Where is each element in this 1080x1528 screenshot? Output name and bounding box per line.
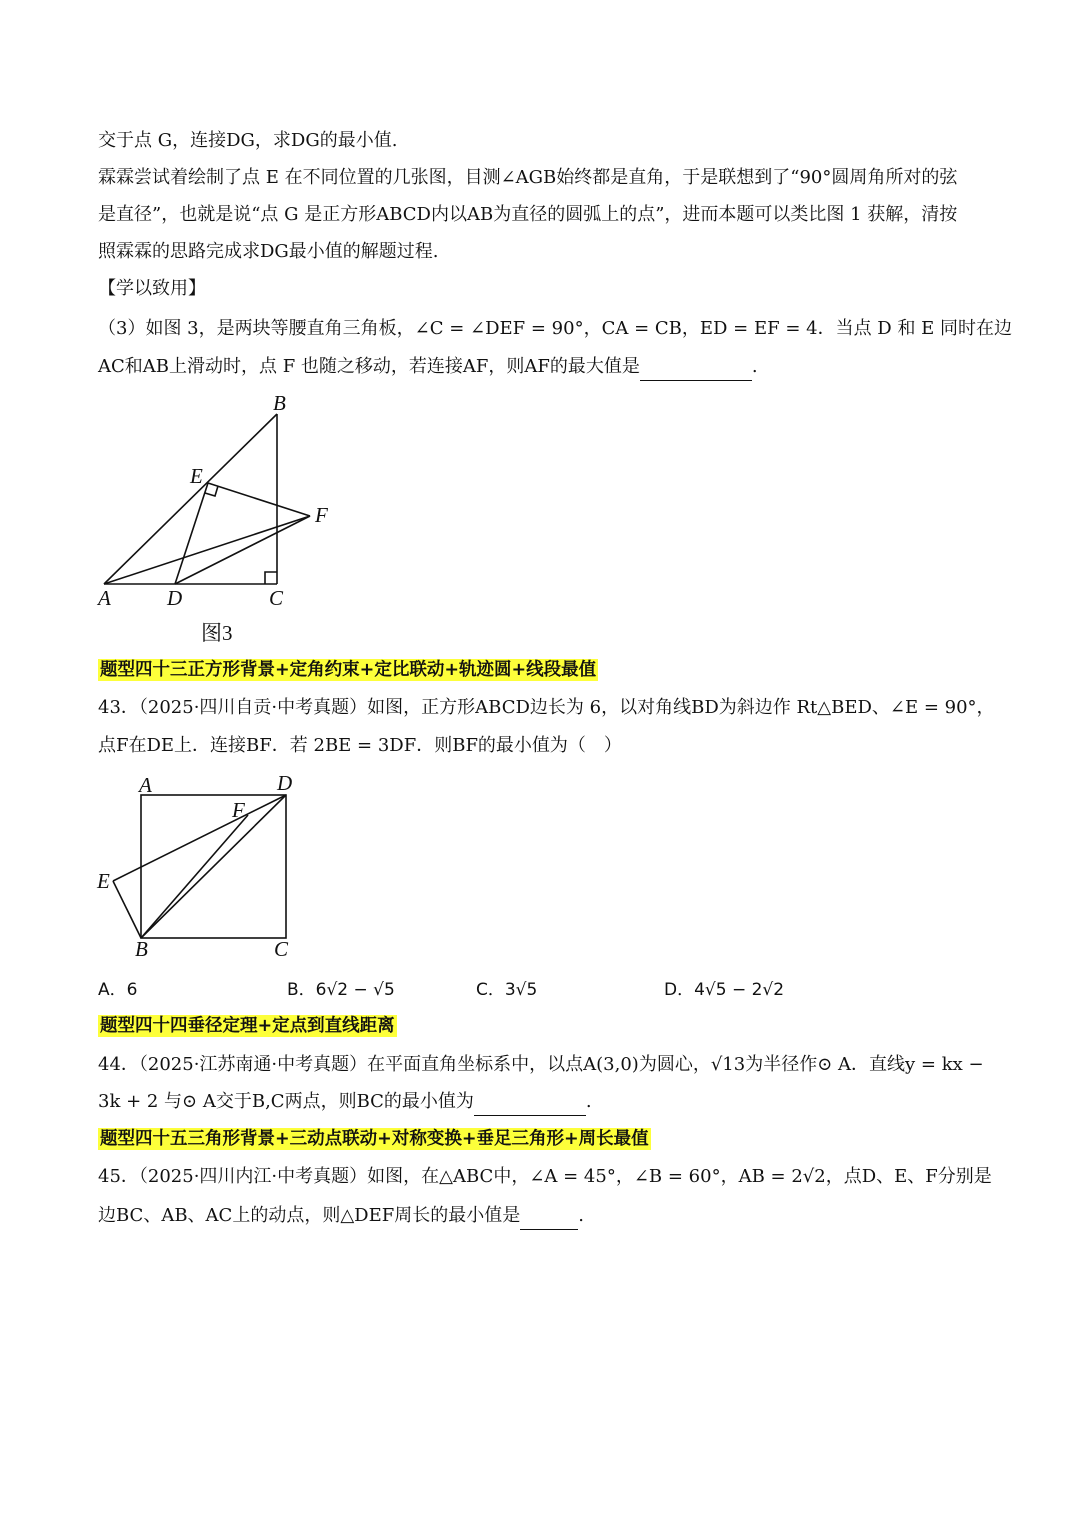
period: . — [578, 1205, 584, 1226]
topic-heading-43 — [98, 657, 598, 683]
text-line: 是直径”，也就是说“点 G 是正方形ABCD内以AB为直径的圆弧上的点”，进而本题可以类比图 1 获解，清按 — [98, 204, 958, 225]
choice-b[interactable]: B．6√2 − √5 — [287, 980, 395, 1000]
section-heading: 【学以致用】 — [98, 278, 206, 299]
figure-43-diagram — [93, 770, 313, 965]
period: . — [585, 1091, 592, 1112]
highlighted-heading: 题型四十五三角形背景+三动点联动+对称变换+垂足三角形+周长最值 — [100, 1129, 649, 1149]
highlighted-heading: 题型四十四垂径定理+定点到直线距离 — [100, 1016, 395, 1036]
figure-3-caption: 图3 — [201, 621, 233, 645]
highlighted-heading: 题型四十三正方形背景+定角约束+定比联动+轨迹圆+线段最值 — [100, 660, 597, 680]
question-44-line-1: 44．（2025·江苏南通·中考真题）在平面直角坐标系中，以点A(3,0)为圆心，√13为半径作⊙ A．直线y = kx − — [98, 1054, 984, 1075]
fig3-label-a: A — [98, 586, 111, 610]
choice-d[interactable]: D．4√5 − 2√2 — [664, 980, 785, 1000]
question-45-line-2 — [98, 1203, 584, 1230]
topic-heading-44 — [98, 1013, 397, 1039]
fig43-label-a: A — [139, 773, 152, 797]
question-43-line-2: 点F在DE上．连接BF．若 2BE = 3DF．则BF的最小值为（ ） — [98, 735, 622, 756]
fig43-label-e: E — [97, 869, 110, 893]
choice-a[interactable]: A．6 — [98, 980, 138, 1000]
fig43-label-c: C — [274, 937, 289, 961]
fig3-label-e: E — [190, 464, 203, 488]
question-43-line-1: 43．（2025·四川自贡·中考真题）如图，正方形ABCD边长为 6，以对角线BD为斜边作 Rt△BED、∠E = 90°， — [98, 697, 995, 718]
text-line: 照霖霖的思路完成求DG最小值的解题过程. — [98, 241, 439, 262]
question-45-text: 边BC、AB、AC上的动点，则△DEF周长的最小值是 — [98, 1205, 521, 1226]
topic-heading-45 — [98, 1126, 651, 1152]
question-3-line-1: （3）如图 3，是两块等腰直角三角板，∠C = ∠DEF = 90°，CA = CB，ED = EF = 4．当点 D 和 E 同时在边 — [98, 318, 1013, 339]
question-45-line-1: 45．（2025·四川内江·中考真题）如图，在△ABC中，∠A = 45°，∠B = 60°，AB = 2√2，点D、E、F分别是 — [98, 1166, 992, 1187]
fig43-label-b: B — [135, 937, 148, 961]
answer-blank[interactable] — [520, 1203, 578, 1230]
question-3-text: AC和AB上滑动时，点 F 也随之移动，若连接AF，则AF的最大值是 — [98, 356, 640, 377]
fig43-label-d: D — [277, 771, 293, 795]
fig3-label-d: D — [167, 586, 183, 610]
text-line: 交于点 G，连接DG，求DG的最小值. — [98, 130, 398, 151]
text-line: 霖霖尝试着绘制了点 E 在不同位置的几张图，目测∠AGB始终都是直角，于是联想到了“90°圆周角所对的弦 — [98, 167, 958, 188]
fig3-label-b: B — [273, 391, 286, 415]
question-44-text: 3k + 2 与⊙ A交于B,C两点，则BC的最小值为 — [98, 1091, 474, 1112]
figure-3-diagram — [95, 390, 345, 615]
answer-blank[interactable] — [640, 354, 752, 381]
question-3-line-2 — [98, 354, 758, 381]
fig3-label-c: C — [269, 586, 284, 610]
question-44-line-2 — [98, 1089, 592, 1116]
period: . — [751, 356, 758, 377]
choice-c[interactable]: C．3√5 — [476, 980, 538, 1000]
fig3-label-f: F — [315, 503, 328, 527]
answer-blank[interactable] — [474, 1089, 586, 1116]
fig43-label-f: F — [232, 798, 245, 822]
